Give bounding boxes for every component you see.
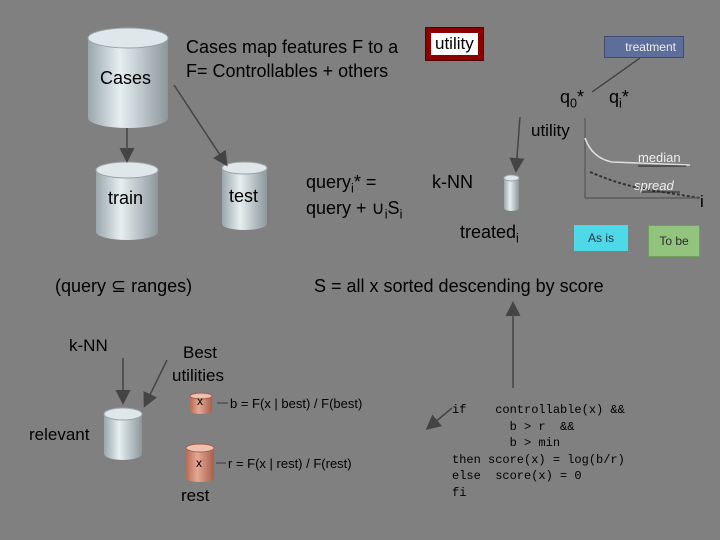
rest-label: rest [181,486,210,505]
connector-lines [216,403,228,463]
q0-star: $q_0*$ [560,87,585,111]
query-ranges-label: (query ⊆ ranges) [55,276,193,296]
rule-line: else score(x) = 0 [452,469,582,483]
rest-x-label: x [196,456,202,470]
query-star-line2: query + $\cup_iS_i$ [306,198,403,222]
treated-label: treated$_i$ [460,222,519,246]
header-line1: Cases map features F to a [186,37,399,57]
spread-label: spread [634,178,674,193]
b-formula: b = F(x | best) / F(best) [230,396,363,411]
to-be-badge: To be [648,225,700,257]
i-axis-label: i [700,192,704,211]
as-is-badge: As is [574,225,628,251]
rule-line: then score(x) = log(b/r) [452,452,625,467]
relevant-cylinder [104,408,142,460]
knn-left-label: k-NN [69,336,108,355]
treated-cylinder [504,175,519,211]
relevant-label: relevant [29,425,90,444]
train-label: train [108,188,144,208]
cases-label: Cases [100,68,152,88]
best-x-label: x [197,394,203,408]
utility-highlight: utility [426,28,483,60]
rule-line: if controllable(x) && [452,403,625,417]
test-label: test [229,186,259,206]
utility-axis-label: utility [531,121,570,140]
best-label-2: utilities [172,366,224,385]
r-formula: r = F(x | rest) / F(rest) [228,456,352,471]
header-line2: F= Controllables + others [186,61,389,81]
median-label: median [638,150,681,165]
best-label-1: Best [183,343,218,362]
knn-top-label: k-NN [432,172,473,192]
qi-star: $q_i*$ [609,87,629,111]
rule-line: fi [452,485,467,500]
sorted-label: S = all x sorted descending by score [314,276,604,296]
rule-line: b > min [452,436,561,450]
score-rule [452,402,625,501]
treatment-badge: treatment [604,36,684,58]
rule-line: b > r && [452,419,575,434]
query-star-line1: query$_i$* = [306,172,377,196]
